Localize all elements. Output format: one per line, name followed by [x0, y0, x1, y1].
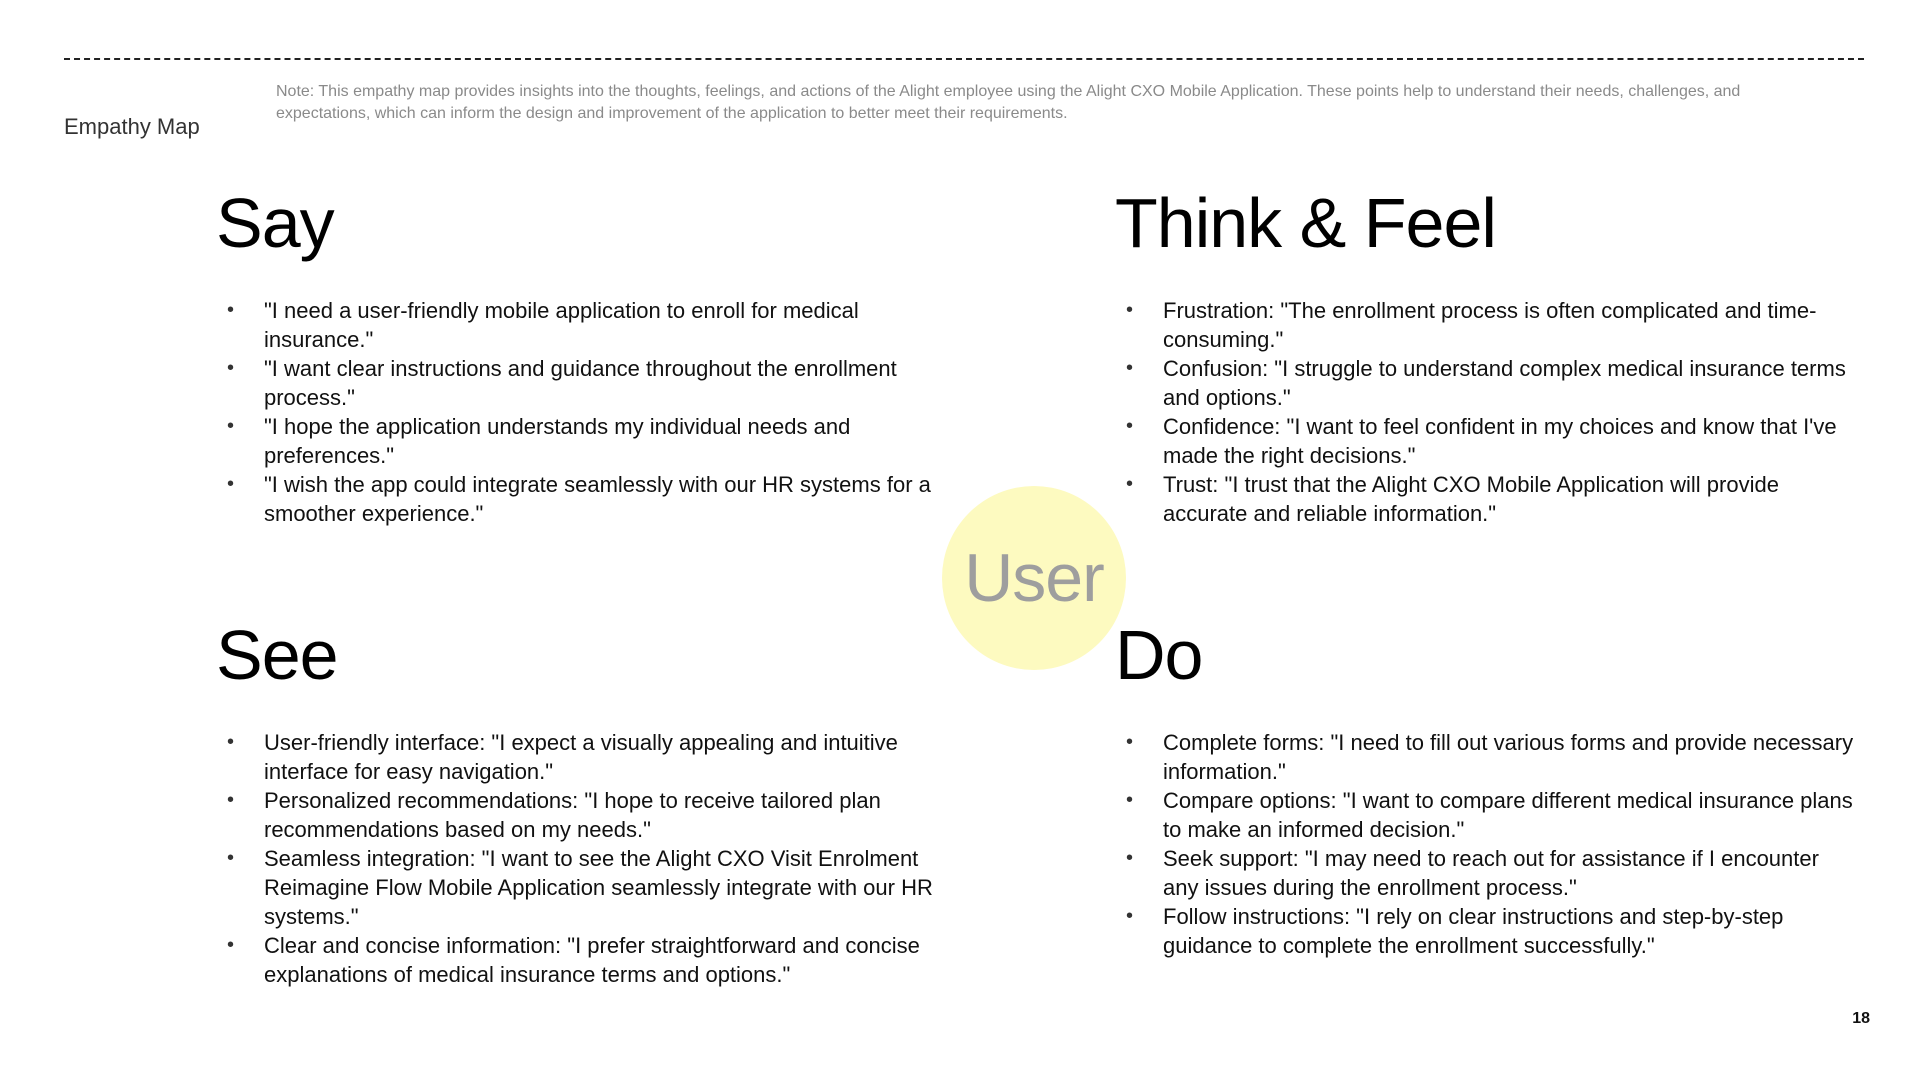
bullet-icon: • [1126, 789, 1134, 811]
bullet-icon: • [227, 847, 235, 869]
list-item: • Trust: "I trust that the Alight CXO Mobile Application will provide accurate and reliable information." [1126, 472, 1779, 526]
list-item: • Clear and concise information: "I prefer straightforward and concise explanations of medical insurance terms and options." [227, 933, 920, 987]
say-list [216, 296, 956, 528]
page-number: 18 [1852, 1010, 1870, 1027]
bullet-icon: • [1126, 473, 1134, 495]
bullet-icon: • [227, 473, 235, 495]
list-item: • User-friendly interface: "I expect a visually appealing and intuitive interface for easy navigation." [227, 730, 898, 784]
user-label: User [964, 540, 1104, 616]
bullet-icon: • [227, 789, 235, 811]
section-label: Empathy Map [64, 114, 200, 139]
list-item: • "I need a user-friendly mobile application to enroll for medical insurance." [227, 298, 859, 352]
list-item: • Compare options: "I want to compare different medical insurance plans to make an informed decision." [1126, 788, 1853, 842]
list-item: • "I want clear instructions and guidance throughout the enrollment process." [227, 356, 897, 410]
quadrant-say [216, 183, 956, 526]
list-item: • Complete forms: "I need to fill out various forms and provide necessary information." [1126, 730, 1854, 784]
bullet-icon: • [227, 934, 235, 956]
bullet-icon: • [1126, 357, 1134, 379]
list-item: • Seek support: "I may need to reach out for assistance if I encounter any issues during the enrollment process." [1126, 846, 1819, 900]
quadrant-title-say: Say [216, 184, 334, 262]
think-feel-list [1115, 296, 1855, 528]
quadrant-title-see: See [216, 616, 338, 694]
list-item: • Seamless integration: "I want to see the Alight CXO Visit Enrolment Reimagine Flow Mobile Application seamlessly integrate with our HR systems." [227, 846, 933, 929]
bullet-icon: • [1126, 731, 1134, 753]
bullet-icon: • [1126, 847, 1134, 869]
list-item: • "I wish the app could integrate seamlessly with our HR systems for a smoother experience." [227, 472, 931, 526]
user-circle [942, 486, 1126, 670]
list-item: • Follow instructions: "I rely on clear instructions and step-by-step guidance to complete the enrollment successfully." [1126, 904, 1784, 958]
quadrant-do [1115, 615, 1855, 958]
bullet-icon: • [227, 357, 235, 379]
list-item: • "I hope the application understands my individual needs and preferences." [227, 414, 851, 468]
see-list [216, 728, 956, 989]
quadrant-title-think-feel: Think & Feel [1115, 184, 1496, 262]
list-item: • Confidence: "I want to feel confident in my choices and know that I've made the right decisions." [1126, 414, 1837, 468]
do-list [1115, 728, 1855, 960]
bullet-icon: • [227, 415, 235, 437]
bullet-icon: • [1126, 299, 1134, 321]
quadrant-title-do: Do [1115, 616, 1203, 694]
dashed-divider [64, 58, 1864, 60]
bullet-icon: • [227, 731, 235, 753]
quadrant-think-feel [1115, 183, 1855, 526]
quadrant-see [216, 615, 956, 987]
bullet-icon: • [227, 299, 235, 321]
list-item: • Confusion: "I struggle to understand complex medical insurance terms and options." [1126, 356, 1846, 410]
page-note: Note: This empathy map provides insights into the thoughts, feelings, and actions of the Alight employee using the Alight CXO Mobile Application. These points help to understand their needs, challenges, and expectations, which can inform the design and improvement of the application to better meet their requirements. [276, 83, 1741, 122]
list-item: • Frustration: "The enrollment process is often complicated and time-consuming." [1126, 298, 1817, 352]
bullet-icon: • [1126, 905, 1134, 927]
list-item: • Personalized recommendations: "I hope to receive tailored plan recommendations based on my needs." [227, 788, 881, 842]
bullet-icon: • [1126, 415, 1134, 437]
